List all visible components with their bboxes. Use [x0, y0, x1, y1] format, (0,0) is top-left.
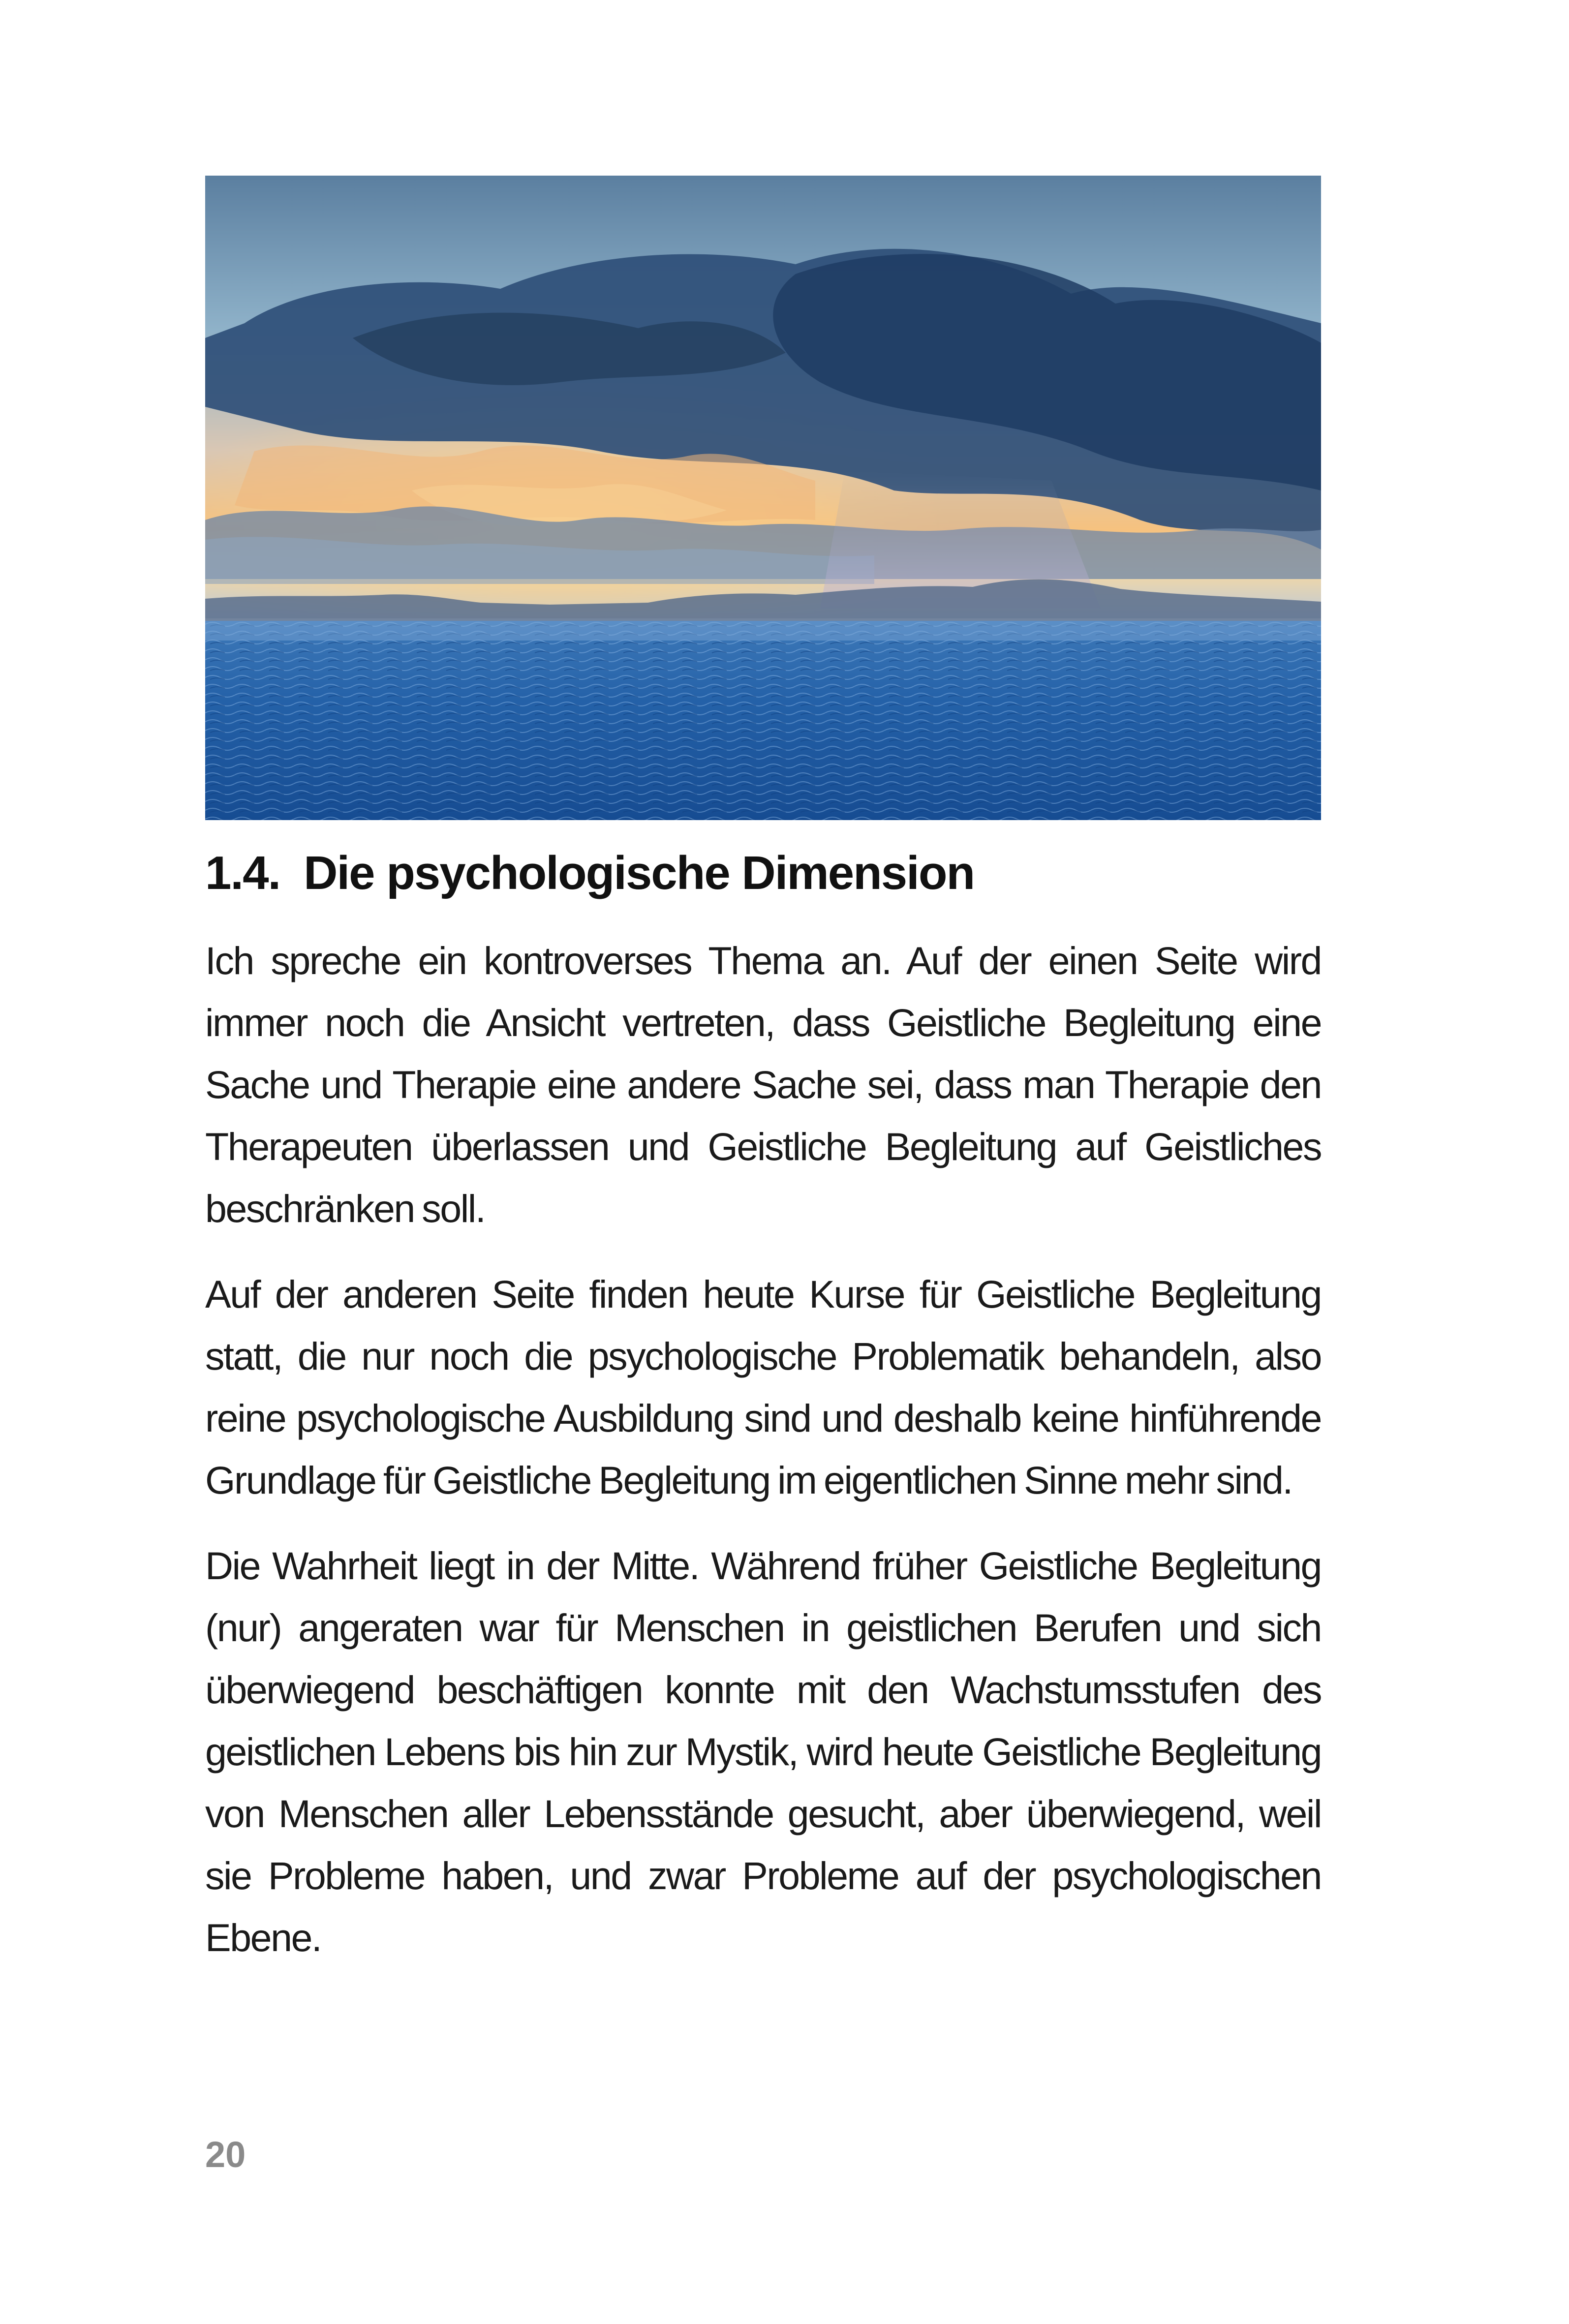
page-number: 20: [205, 2134, 246, 2175]
body-text: [205, 930, 1321, 1992]
section-heading: [205, 839, 1321, 908]
section-number: 1.4.: [205, 847, 280, 899]
seascape-photo: [205, 176, 1321, 820]
paragraph: Die Wahrheit liegt in der Mitte. Während früher Geistliche Begleitung (nur) angeraten war für Menschen in geistlichen Berufen und sich überwiegend beschäftigen konnte mit den Wachstumsstufen des geistlichen Lebens bis hin zur Mystik, wird heute Geistliche Begleitung von Menschen aller Lebensstände gesucht, aber überwiegend, weil sie Probleme haben, und zwar Probleme auf der psychologischen Ebene.: [205, 1544, 1321, 1959]
paragraph: Ich spreche ein kontroverses Thema an. Auf der einen Seite wird immer noch die Ansicht vertreten, dass Geistliche Begleitung eine Sache und Therapie eine andere Sache sei, dass man Therapie den Therapeuten überlassen und Geistliche Begleitung auf Geistliches beschränken soll.: [205, 939, 1321, 1230]
section-title: Die psychologische Dimension: [304, 847, 975, 899]
paragraph: Auf der anderen Seite finden heute Kurse für Geistliche Begleitung statt, die nur noch die psychologische Problematik behandeln, also reine psychologische Ausbildung sind und deshalb keine hinführende Grundlage für Geistliche Begleitung im eigentlichen Sinne mehr sind.: [205, 1272, 1321, 1502]
